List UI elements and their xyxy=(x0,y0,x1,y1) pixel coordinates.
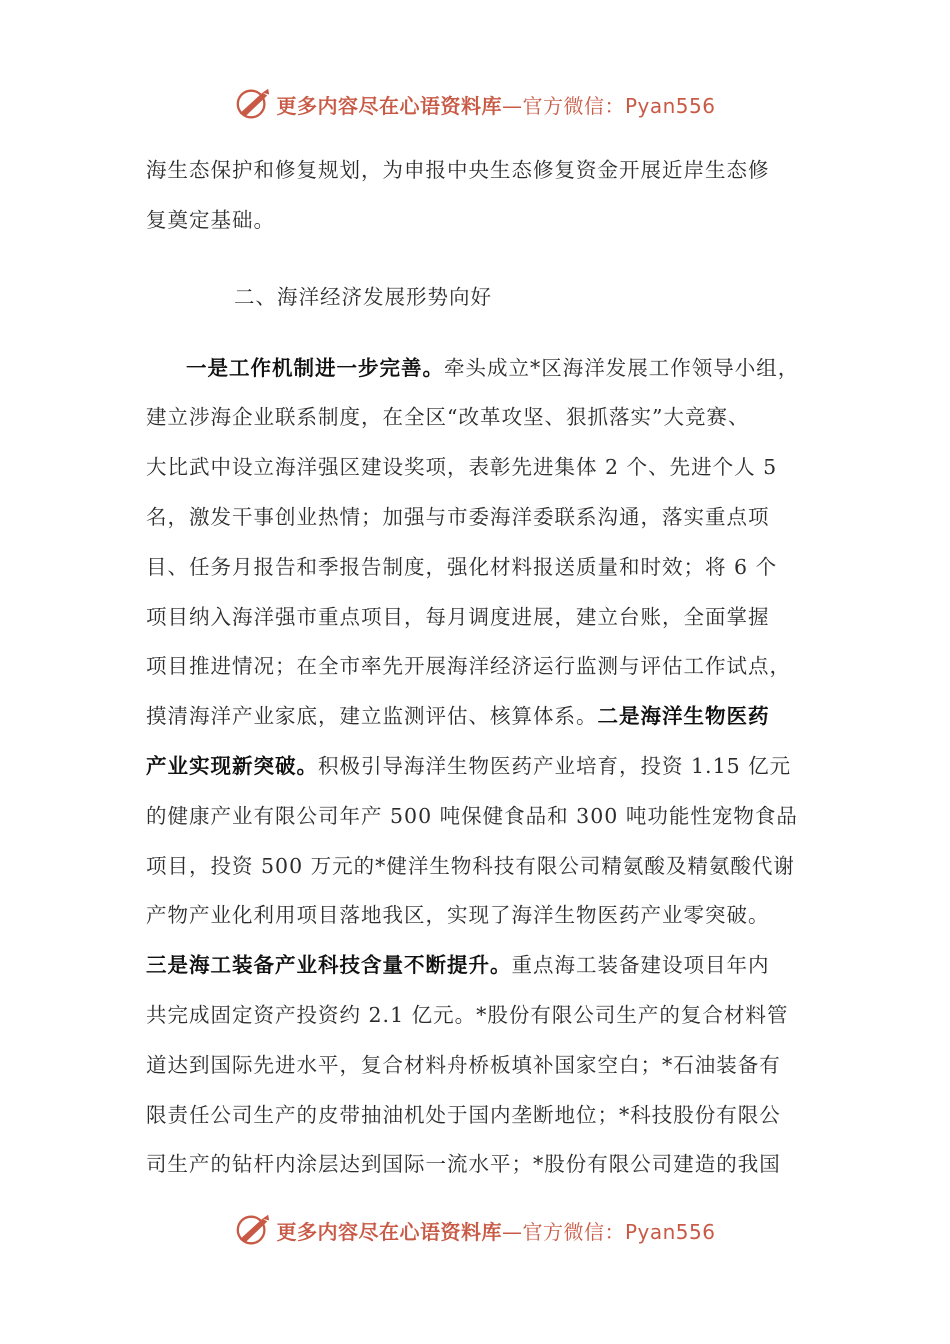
text-line xyxy=(146,393,810,443)
pen-logo-icon xyxy=(234,85,272,123)
text-segment: 项目纳入海洋强市重点项目，每月调度进展，建立台账，全面掌握 xyxy=(146,604,770,629)
text-line xyxy=(146,642,810,692)
text-segment: 大比武中设立海洋强区建设奖项，表彰先进集体 2 个、先进个人 5 xyxy=(146,455,778,480)
text-line xyxy=(146,1091,810,1141)
pen-logo-icon xyxy=(234,1211,272,1249)
text-segment: 海生态保护和修复规划，为申报中央生态修复资金开展近岸生态修 xyxy=(146,158,770,182)
text-segment: 限责任公司生产的皮带抽油机处于国内垄断地位；*科技股份有限公 xyxy=(146,1102,781,1127)
text-segment: 积极引导海洋生物医药产业培育，投资 1.15 亿元 xyxy=(318,753,792,778)
watermark-header xyxy=(0,82,950,126)
text-segment: 名，激发干事创业热情；加强与市委海洋委联系沟通，落实重点项 xyxy=(146,504,770,529)
text-segment: 牵头成立*区海洋发展工作领导小组， xyxy=(444,355,800,380)
text-segment: 复奠定基础。 xyxy=(146,207,275,232)
text-line xyxy=(146,593,810,643)
text-segment: 重点海工装备建设项目年内 xyxy=(511,953,770,978)
text-line xyxy=(146,742,810,792)
text-segment: 共完成固定资产投资约 2.1 亿元。*股份有限公司生产的复合材料管 xyxy=(146,1002,789,1027)
text-line xyxy=(146,146,810,196)
text-line xyxy=(146,891,810,941)
text-line xyxy=(146,443,810,493)
text-line xyxy=(146,792,810,842)
bold-phrase: 二是海洋生物医药 xyxy=(597,704,770,729)
text-line xyxy=(146,1041,810,1091)
text-segment: 摸清海洋产业家底，建立监测评估、核算体系。 xyxy=(146,704,598,729)
bold-phrase: 三是海工装备产业科技含量不断提升。 xyxy=(146,953,512,978)
watermark-footer xyxy=(0,1208,950,1252)
bold-phrase: 产业实现新突破。 xyxy=(146,753,318,778)
bold-phrase: 一是工作机制进一步完善。 xyxy=(186,355,444,380)
watermark-text: 更多内容尽在心语资料库—官方微信：Pyan556 xyxy=(276,93,716,118)
text-segment: 二、海洋经济发展形势向好 xyxy=(234,284,492,309)
section-heading xyxy=(146,260,810,334)
text-segment: 道达到国际先进水平，复合材料舟桥板填补国家空白；*石油装备有 xyxy=(146,1052,781,1077)
text-line xyxy=(146,196,810,246)
text-line xyxy=(146,493,810,543)
text-line xyxy=(146,344,810,394)
document-body xyxy=(146,146,810,1190)
text-segment: 建立涉海企业联系制度，在全区“改革攻坚、狠抓落实”大竞赛、 xyxy=(146,405,750,430)
text-line xyxy=(146,543,810,593)
text-segment: 目、任务月报告和季报告制度，强化材料报送质量和时效；将 6 个 xyxy=(146,554,778,579)
text-line xyxy=(146,1140,810,1190)
text-line xyxy=(146,842,810,892)
watermark-text: 更多内容尽在心语资料库—官方微信：Pyan556 xyxy=(276,1219,716,1244)
text-segment: 项目推进情况；在全市率先开展海洋经济运行监测与评估工作试点， xyxy=(146,654,791,679)
text-line xyxy=(146,692,810,742)
text-line xyxy=(146,941,810,991)
text-line xyxy=(146,991,810,1041)
text-segment: 的健康产业有限公司年产 500 吨保健食品和 300 吨功能性宠物食品 xyxy=(146,803,798,828)
text-segment: 司生产的钻杆内涂层达到国际一流水平；*股份有限公司建造的我国 xyxy=(146,1152,781,1177)
text-segment: 产物产业化利用项目落地我区，实现了海洋生物医药产业零突破。 xyxy=(146,903,770,928)
text-segment: 项目，投资 500 万元的*健洋生物科技有限公司精氨酸及精氨酸代谢 xyxy=(146,853,795,878)
